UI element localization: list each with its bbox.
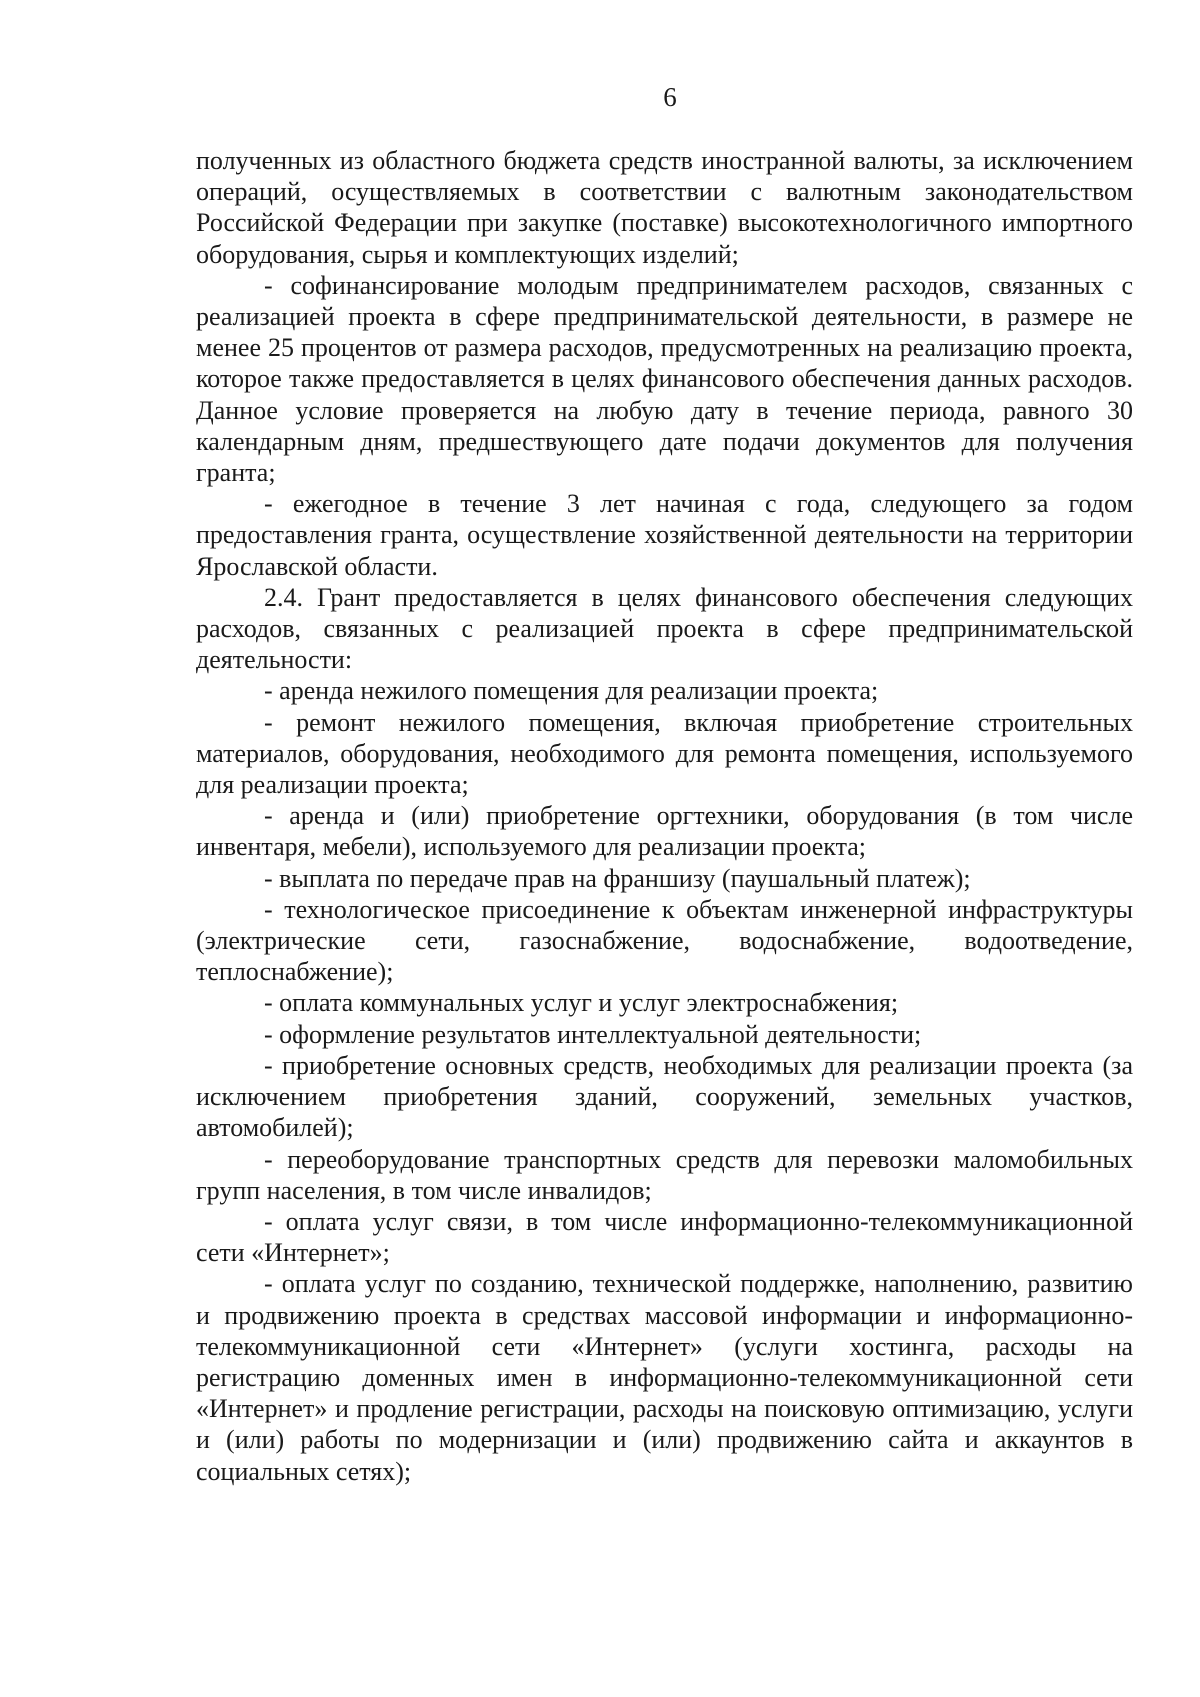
- paragraph-continuation: полученных из областного бюджета средств иностранной валюты, за исключением операций, осуществляемых в соответствии с валютным законодательством Российской Федерации при закупке (поставке) высокотехнологичного импортного оборудования, сырья и комплектующих изделий;: [196, 146, 1133, 269]
- list-item-promotion: - оплата услуг по созданию, технической поддержке, наполнению, развитию и продвижению проекта в средствах массовой информации и информационно-телекоммуникационной сети «Интернет» (услуги хостинга, расходы на регистрацию доменных имен в информационно-телекоммуникационной сети «Интернет» и продление регистрации, расходы на поисковую оптимизацию, услуги и (или) работы по модернизации и (или) продвижению сайта и аккаунтов в социальных сетях);: [196, 1269, 1133, 1486]
- page-number: 6: [663, 82, 677, 112]
- list-item-intellectual-property: - оформление результатов интеллектуальной деятельности;: [264, 1019, 922, 1049]
- paragraph-cofinancing: - софинансирование молодым предпринимателем расходов, связанных с реализацией проекта в сфере предпринимательской деятельности, в размере не менее 25 процентов от размера расходов, предусмотренных на реализацию проекта, которое также предоставляется в целях финансового обеспечения данных расходов. Данное условие проверяется на любую дату в течение периода, равного 30 календарным дням, предшествующего дате подачи документов для получения гранта;: [196, 270, 1133, 488]
- list-item-rent: - аренда нежилого помещения для реализации проекта;: [264, 676, 879, 706]
- list-item-vehicle-conversion: - переоборудование транспортных средств для перевозки маломобильных групп населения, в том числе инвалидов;: [196, 1144, 1133, 1205]
- list-item-franchise: - выплата по передаче прав на франшизу (паушальный платеж);: [264, 863, 971, 893]
- list-item-communication: - оплата услуг связи, в том числе информационно-телекоммуникационной сети «Интернет»;: [196, 1206, 1133, 1268]
- list-item-utility-connection: - технологическое присоединение к объектам инженерной инфраструктуры (электрические сети, газоснабжение, водоснабжение, водоотведение, теплоснабжение);: [196, 894, 1133, 987]
- document-body: [196, 145, 1133, 1487]
- list-item-fixed-assets: - приобретение основных средств, необходимых для реализации проекта (за исключением приобретения зданий, сооружений, земельных участков, автомобилей);: [196, 1050, 1133, 1143]
- paragraph-annual-activity: - ежегодное в течение 3 лет начиная с года, следующего за годом предоставления гранта, осуществление хозяйственной деятельности на территории Ярославской области.: [196, 489, 1133, 581]
- list-item-utility-payments: - оплата коммунальных услуг и услуг электроснабжения;: [264, 988, 899, 1018]
- list-item-office-equipment: - аренда и (или) приобретение оргтехники, оборудования (в том числе инвентаря, мебели), используемого для реализации проекта;: [196, 801, 1133, 862]
- paragraph-section-2-4: 2.4. Грант предоставляется в целях финансового обеспечения следующих расходов, связанных с реализацией проекта в сфере предпринимательской деятельности:: [196, 582, 1133, 675]
- list-item-repair: - ремонт нежилого помещения, включая приобретение строительных материалов, оборудования, необходимого для ремонта помещения, используемого для реализации проекта;: [196, 707, 1133, 800]
